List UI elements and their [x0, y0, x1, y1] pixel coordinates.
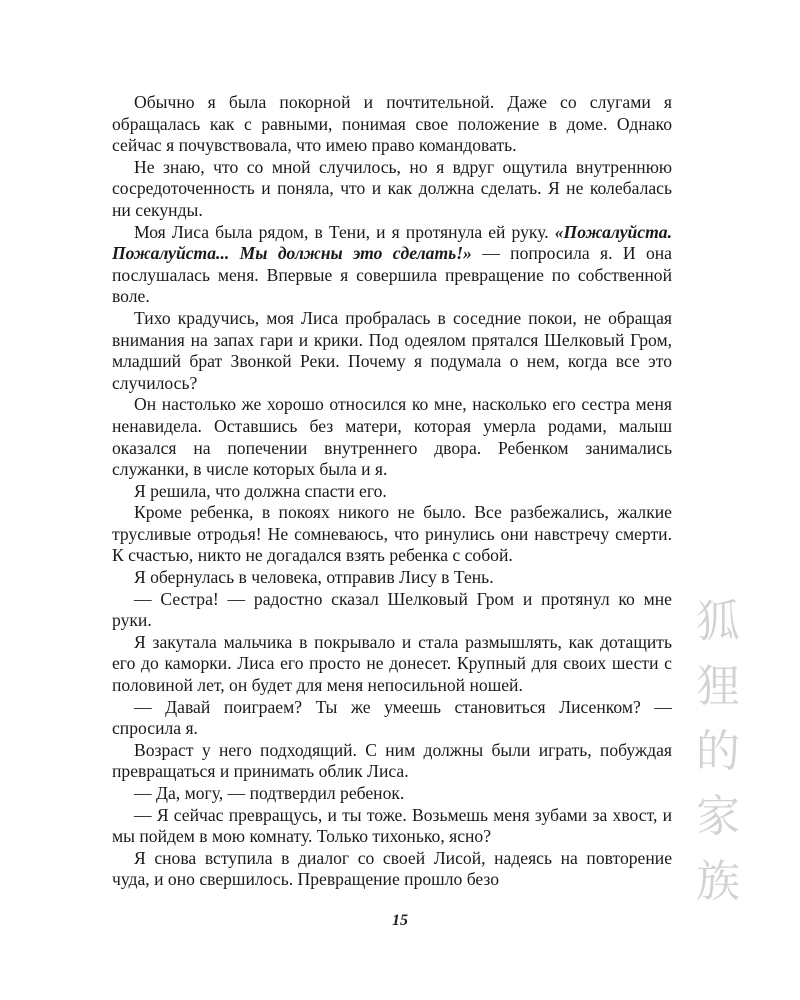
main-text — [112, 92, 672, 891]
paragraph: Возраст у него подходящий. С ним должны были играть, побуждая превращаться и принимать облик Лиса. — [112, 739, 672, 782]
paragraph: — Да, могу, — подтвердил ребенок. — [134, 783, 405, 803]
italic-quote: «Пожалуйста. Пожалуйста... Мы должны это сделать!» — [112, 221, 672, 264]
glyph: 的 — [696, 726, 740, 777]
paragraph: Я обернулась в человека, отправив Лису в Тень. — [134, 567, 494, 588]
paragraph: Тихо крадучись, моя Лиса пробралась в соседние покои, не обращая внимания на запах гари и крики. Под одеялом прятался Шелковый Гром, младший брат Звонкой Реки. Почему я подумала о нем, когда все это случилось? — [112, 307, 672, 393]
paragraph: — Сестра! — радостно сказал Шелковый Гром и протянул ко мне руки. — [112, 588, 672, 631]
paragraph: Я закутала мальчика в покрывало и стала размышлять, как дотащить его до каморки. Лиса его просто не донесет. Крупный для своих шести с половиной лет, он будет для меня непосильной ношей. — [112, 631, 672, 696]
page-number: 15 — [392, 912, 408, 929]
glyph: 族 — [696, 856, 740, 907]
paragraph: Обычно я была покорной и почтительной. Даже со слугами я обращалась как с равными, понимая свое положение в доме. Однако сейчас я почувствовала, что имею право командовать. — [112, 92, 672, 156]
paragraph: Я решила, что должна спасти его. — [134, 480, 387, 501]
glyph: 家 — [696, 791, 740, 842]
paragraph-start: Моя Лиса была рядом, в Тени, и я протянула ей руку. — [134, 221, 555, 242]
vertical-chinese-title — [688, 596, 748, 925]
paragraph: — Я сейчас превращусь, и ты тоже. Возьмешь меня зубами за хвост, и мы пойдем в мою комнату. Только тихонько, ясно? — [112, 804, 672, 847]
glyph: 狸 — [696, 661, 740, 712]
paragraph: Кроме ребенка, в покоях никого не было. Все разбежались, жалкие трусливые отродья! Не сомневаюсь, что ринулись они навстречу смерти. К счастью, никто не догадался взять ребенка с собой. — [112, 502, 672, 566]
paragraph: Он настолько же хорошо относился ко мне, насколько его сестра меня ненавидела. Оставшись без матери, которая умерла родами, малыш оказался на попечении внутреннего двора. Ребенком занимались служанки, в числе которых была и я. — [112, 394, 672, 480]
glyph: 狐 — [696, 596, 740, 647]
paragraph: — Давай поиграем? Ты же умеешь становиться Лисенком? — спросила я. — [112, 696, 672, 739]
paragraph: Я снова вступила в диалог со своей Лисой, надеясь на повторение чуда, и оно свершилось. Превращение прошло безо — [112, 847, 672, 890]
paragraph-end: — попросила я. И она послушалась меня. Впервые я совершила превращение по собственной воле. — [112, 243, 672, 307]
paragraph-with-quote — [112, 222, 672, 308]
paragraph: Не знаю, что со мной случилось, но я вдруг ощутила внутреннюю сосредоточенность и поняла, что и как должна сделать. Я не колебалась ни секунды. — [112, 156, 672, 220]
